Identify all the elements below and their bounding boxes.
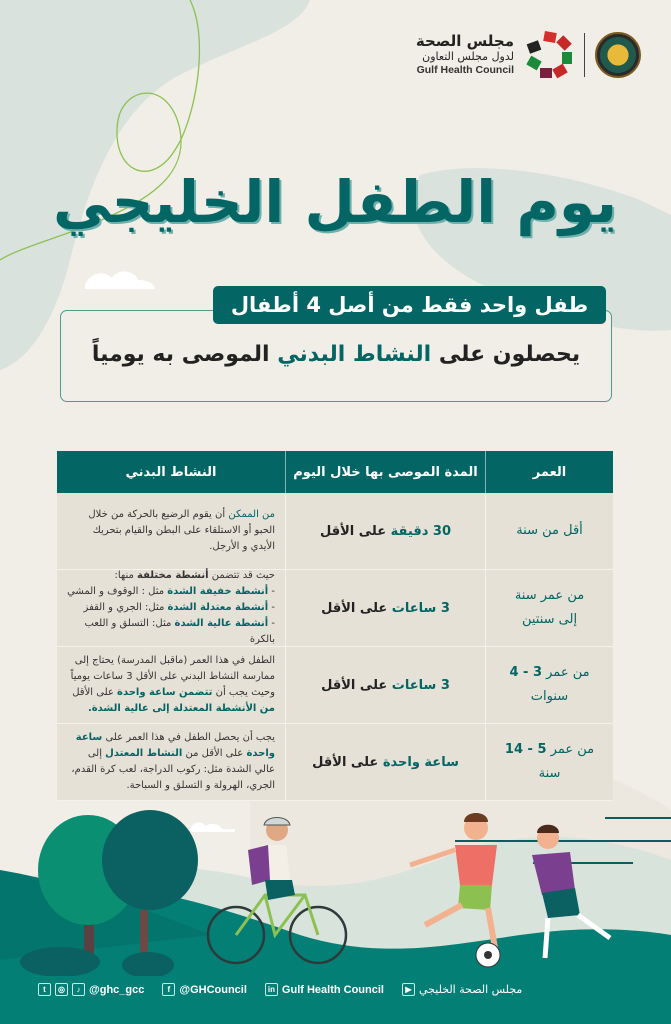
cell-duration (285, 724, 485, 801)
youtube-icon[interactable]: ▶ (402, 983, 415, 996)
activity-text2: إلى عالي الشدة مثل: ركوب الدراجة، لعب كرة القدم، الجري، الهرولة و التسلق و السباحة. (71, 748, 275, 791)
org-name-ar-line2: لدول مجلس التعاون (422, 50, 514, 63)
duration-rest: على الأقل (321, 677, 388, 693)
social-handle-ghcouncil[interactable]: @GHCouncil (179, 983, 247, 996)
age-text: أقل من سنة (516, 523, 583, 538)
table-row (57, 570, 613, 647)
activity-text: أن يقوم الرضيع بالحركة من خلال الحبو أو الاستلقاء على البطن والقيام بتحريك الأيدي و الأرجل. (88, 509, 275, 552)
cell-duration (285, 493, 485, 570)
activity-highlight1: تتضمن ساعة واحدة (117, 687, 213, 698)
social-group-ghc-gcc (38, 983, 144, 996)
activity-item: - أنشطة معتدلة الشدة مثل: الجري و القفز (83, 602, 275, 613)
age-line2: سنة (538, 766, 561, 781)
activity-highlight1: ساعة واحدة (75, 732, 275, 759)
activity-highlight2: النشاط المعتدل (105, 748, 183, 759)
social-links (38, 983, 534, 996)
duration-rest: على الأقل (321, 600, 388, 616)
header-activity: النشاط البدني (57, 451, 285, 493)
instagram-icon[interactable]: ◎ (55, 983, 68, 996)
cell-age (485, 724, 613, 801)
age-line2: إلى سنتين (521, 612, 578, 627)
facebook-icon[interactable]: f (162, 983, 175, 996)
activity-mid: على الأقل (72, 687, 114, 698)
social-handle-youtube[interactable]: مجلس الصحة الخليجي (418, 983, 523, 996)
cell-age (485, 493, 613, 570)
gcc-emblem-logo (595, 32, 641, 78)
activity-text: الطفل في هذا العمر (ماقبل المدرسة) يحتاج إلى ممارسة النشاط البدني على الأقل 3 ساعات يومياً وحيث يجب أن (70, 655, 275, 698)
stat-line (60, 342, 612, 367)
duration-rest: على الأقل (312, 754, 379, 770)
twitter-icon[interactable]: t (38, 983, 51, 996)
cell-duration (285, 647, 485, 724)
tiktok-icon[interactable]: ♪ (72, 983, 85, 996)
org-name-en: Gulf Health Council (416, 64, 514, 76)
age-pre: من عمر (550, 742, 595, 757)
org-name-ar-line1: مجلس الصحة (415, 32, 514, 50)
activity-item: - أنشطة عالية الشدة مثل: التسلق و اللعب بالكرة (84, 618, 275, 645)
cell-age (485, 570, 613, 647)
activity-mid: على الأقل من (185, 748, 244, 759)
activity-item: - أنشطة خفيفة الشدة مثل : الوقوف و المشي (67, 586, 275, 597)
duration-highlight: 3 ساعات (391, 600, 450, 616)
table-row (57, 493, 613, 570)
cell-duration (285, 570, 485, 647)
cell-activity (57, 724, 285, 801)
linkedin-icon[interactable]: in (265, 983, 278, 996)
stat-line-part2: الموصى به يومياً (91, 342, 270, 367)
age-pre: من عمر (546, 665, 590, 680)
table-row (57, 724, 613, 801)
duration-highlight: ساعة واحدة (382, 754, 459, 770)
table-header-row (57, 451, 613, 493)
activity-intro-bold: أنشطة مختلفة (137, 570, 209, 581)
header-logos (416, 30, 641, 80)
activity-text1: يجب أن يحصل الطفل في هذا العمر على (105, 732, 275, 743)
age-range: 5 - 14 (504, 742, 547, 757)
cell-activity (57, 493, 285, 570)
cell-activity (57, 647, 285, 724)
duration-highlight: 3 ساعات (391, 677, 450, 693)
age-line2: سنوات (530, 689, 569, 704)
social-group-youtube (402, 983, 522, 996)
age-range: 3 - 4 (509, 665, 542, 680)
ghc-flags-logo (524, 30, 574, 80)
page-title: يوم الطفل الخليجي (53, 168, 617, 236)
activity-highlight2: من الأنشطة المعتدلة إلى عالية الشدة. (87, 703, 275, 714)
activity-lead: من الممكن (228, 509, 275, 520)
stat-badge: طفل واحد فقط من أصل 4 أطفال (213, 286, 606, 324)
ghc-wordmark (416, 33, 514, 77)
header-duration: المدة الموصى بها خلال اليوم (285, 451, 485, 493)
stat-line-highlight: النشاط البدني (277, 342, 432, 367)
age-line1: من عمر سنة (514, 588, 585, 603)
cell-age (485, 647, 613, 724)
duration-highlight: 30 دقيقة (390, 523, 452, 539)
social-group-facebook (162, 983, 247, 996)
cell-activity (57, 570, 285, 647)
duration-rest: على الأقل (320, 523, 387, 539)
activity-intro: حيث قد تتضمن (211, 570, 275, 581)
activity-table (57, 451, 613, 801)
table-row (57, 647, 613, 724)
stat-line-part1: يحصلون على (438, 342, 581, 367)
header-divider (584, 33, 585, 77)
social-handle-ghc-gcc[interactable]: @ghc_gcc (89, 983, 145, 996)
header-age: العمر (485, 451, 613, 493)
social-group-linkedin (265, 983, 384, 996)
social-handle-linkedin[interactable]: Gulf Health Council (281, 983, 384, 996)
activity-intro-end: منها: (114, 570, 134, 581)
